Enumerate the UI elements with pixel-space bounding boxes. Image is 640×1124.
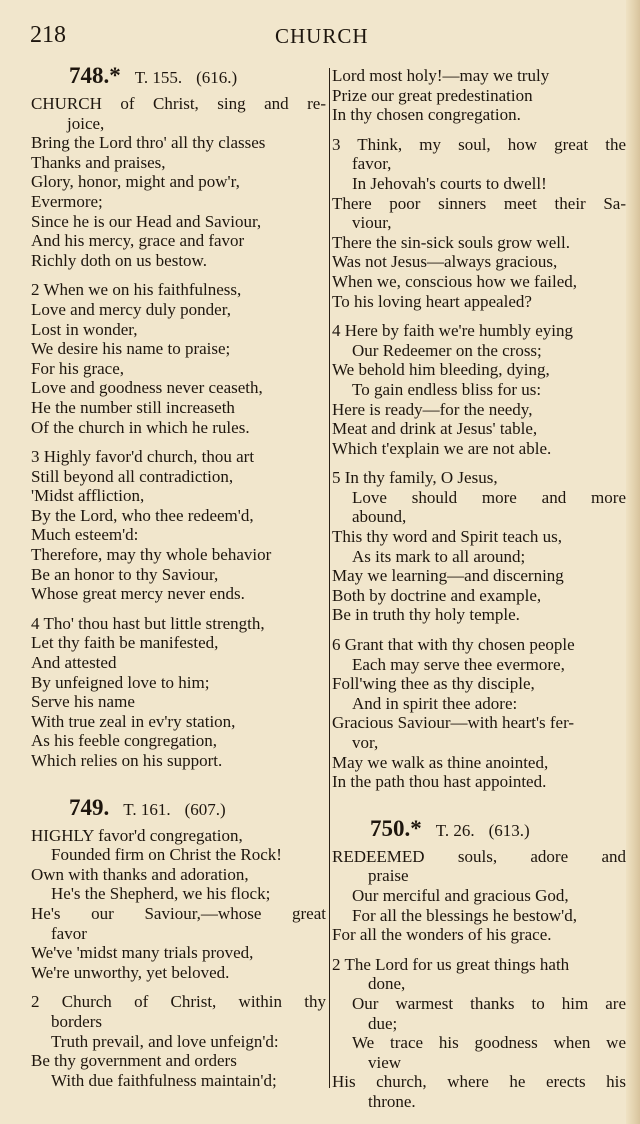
verse-line: Whose great mercy never ends.	[31, 584, 245, 604]
verse-line: Lost in wonder,	[31, 319, 138, 339]
verse-line: Love and goodness never ceaseth,	[31, 378, 263, 398]
page-header	[30, 22, 630, 52]
verse-line: 2 Church of Christ, within thy	[31, 992, 326, 1012]
verse-line: Bring the Lord thro' all thy classes	[31, 133, 266, 153]
verse-line: Love should more and more	[352, 487, 626, 507]
verse-line: Here is ready—for the needy,	[332, 399, 533, 419]
hymn-749-continuation	[332, 66, 626, 125]
verse-line: Our warmest thanks to him are	[352, 993, 626, 1013]
verse-line: Still beyond all contradiction,	[31, 466, 234, 486]
verse-line: 4 Here by faith we're humbly eying	[332, 321, 573, 341]
hymn-748-heading	[31, 63, 326, 89]
verse-line: Prize our great predestination	[332, 85, 533, 105]
hymn-number: 748.*	[69, 63, 121, 88]
hymn-748-stanza-1	[31, 94, 326, 270]
verse-line: Truth prevail, and love unfeign'd:	[51, 1031, 279, 1051]
verse-line: joice,	[67, 113, 105, 133]
verse-line: Richly doth on us bestow.	[31, 250, 207, 270]
verse-line: praise	[368, 866, 409, 886]
hymn-749-heading	[31, 795, 326, 821]
verse-line: Therefore, may thy whole behavior	[31, 545, 272, 565]
verse-line: With due faithfulness maintain'd;	[51, 1070, 277, 1090]
verse-line: Lord most holy!—may we truly	[332, 66, 550, 85]
verse-line: As its mark to all around;	[352, 546, 526, 566]
verse-line: And in spirit thee adore:	[352, 693, 518, 713]
verse-line: 4 Tho' thou hast but little strength,	[31, 613, 265, 633]
verse-line: To his loving heart appealed?	[332, 291, 532, 311]
hymn-tune: T. 155.	[134, 68, 183, 87]
verse-line: due;	[368, 1013, 398, 1033]
hymn-number: 750.*	[370, 815, 422, 841]
verse-line: Which relies on his support.	[31, 751, 223, 770]
hymn-749-stanza-3	[332, 135, 626, 311]
verse-line: vor,	[352, 733, 379, 752]
verse-line: Let thy faith be manifested,	[31, 633, 219, 653]
running-head: CHURCH	[275, 24, 369, 48]
verse-line: view	[368, 1052, 402, 1072]
hymn-750-heading	[332, 816, 626, 842]
verse-line: By the Lord, who thee redeem'd,	[31, 505, 254, 525]
verse-line: Was not Jesus—always gracious,	[332, 252, 558, 272]
verse-line: REDEEMED souls, adore and	[332, 846, 626, 866]
verse-line: throne.	[368, 1091, 416, 1111]
verse-line: He's our Saviour,—whose great	[31, 903, 326, 923]
verse-line: With true zeal in ev'ry station,	[31, 711, 236, 731]
verse-line: Thanks and praises,	[31, 152, 166, 172]
hymn-749-stanza-4	[332, 321, 626, 458]
verse-line: Be thy government and orders	[31, 1051, 237, 1071]
verse-line: Our merciful and gracious God,	[352, 885, 569, 905]
verse-line: We're unworthy, yet beloved.	[31, 962, 230, 982]
hymn-748-stanza-4	[31, 614, 326, 771]
verse-line: Much esteem'd:	[31, 525, 139, 545]
verse-line: 'Midst affliction,	[31, 486, 145, 506]
verse-line: Foll'wing thee as thy disciple,	[332, 674, 535, 694]
hymn-749-stanza-6	[332, 635, 626, 792]
verse-line: To gain endless bliss for us:	[352, 379, 542, 399]
verse-line: And attested	[31, 653, 117, 673]
hymn-748-stanza-3	[31, 447, 326, 604]
verse-line: Both by doctrine and example,	[332, 585, 542, 605]
page-number: 218	[30, 22, 66, 48]
right-column	[332, 66, 626, 1122]
verse-line: We behold him bleeding, dying,	[332, 360, 550, 380]
verse-line: favor	[51, 923, 87, 943]
verse-line: Which t'explain we are not able.	[332, 438, 552, 458]
verse-line: He the number still increaseth	[31, 397, 235, 417]
verse-line: As his feeble congregation,	[31, 731, 217, 751]
verse-line: May we walk as thine anointed,	[332, 752, 549, 772]
verse-line: Gracious Saviour—with heart's fer-	[332, 713, 575, 733]
verse-line: This thy word and Spirit teach us,	[332, 527, 562, 547]
hymn-750-stanza-2	[332, 955, 626, 1112]
hymn-749-stanza-2	[31, 992, 326, 1090]
verse-line: Be in truth thy holy temple.	[332, 605, 520, 625]
verse-line: For all the wonders of his grace.	[332, 925, 552, 945]
verse-line: Be an honor to thy Saviour,	[31, 564, 219, 584]
verse-line: We trace his goodness when we	[352, 1033, 626, 1053]
verse-line: We've 'midst many trials proved,	[31, 943, 254, 963]
verse-line: There poor sinners meet their Sa-	[332, 193, 626, 213]
verse-line: Serve his name	[31, 692, 135, 712]
verse-line: By unfeigned love to him;	[31, 672, 210, 692]
column-divider	[329, 68, 330, 1088]
verse-line: Own with thanks and adoration,	[31, 864, 249, 884]
verse-line: CHURCH of Christ, sing and re-	[31, 94, 326, 113]
verse-line: Of the church in which he rules.	[31, 417, 250, 437]
verse-line: 2 When we on his faithfulness,	[31, 280, 242, 300]
verse-line: done,	[368, 974, 406, 994]
verse-line: In Jehovah's courts to dwell!	[352, 173, 547, 193]
hymn-reference: (607.)	[184, 799, 226, 819]
verse-line: Our Redeemer on the cross;	[352, 340, 542, 360]
verse-line: May we learning—and discerning	[332, 566, 564, 586]
verse-line: viour,	[352, 213, 392, 233]
verse-line: Meat and drink at Jesus' table,	[332, 419, 538, 439]
verse-line: His church, where he erects his	[332, 1072, 626, 1092]
hymn-748-stanza-2	[31, 280, 326, 437]
hymn-tune: T. 26.	[435, 820, 475, 840]
hymn-749-stanza-5	[332, 468, 626, 625]
verse-line: favor,	[352, 154, 392, 174]
verse-line: 6 Grant that with thy chosen people	[332, 635, 575, 655]
hymn-reference: (616.)	[196, 68, 238, 87]
verse-line: There the sin-sick souls grow well.	[332, 232, 570, 252]
verse-line: He's the Shepherd, we his flock;	[51, 884, 271, 904]
hymn-749-stanza-1	[31, 826, 326, 983]
verse-line: We desire his name to praise;	[31, 339, 231, 359]
verse-line: 5 In thy family, O Jesus,	[332, 468, 498, 488]
verse-line: 3 Highly favor'd church, thou art	[31, 447, 255, 467]
verse-line: borders	[51, 1011, 102, 1031]
verse-line: 3 Think, my soul, how great the	[332, 134, 626, 154]
hymn-number: 749.	[69, 794, 110, 820]
page-edge	[626, 0, 640, 1124]
verse-line: Love and mercy duly ponder,	[31, 299, 231, 319]
verse-line: HIGHLY favor'd congregation,	[31, 825, 243, 845]
verse-line: In the path thou hast appointed.	[332, 772, 547, 792]
hymn-tune: T. 161.	[123, 799, 171, 819]
verse-line: For all the blessings he bestow'd,	[352, 905, 577, 925]
hymn-750-stanza-1	[332, 847, 626, 945]
verse-line: Each may serve thee evermore,	[352, 654, 565, 674]
verse-line: In thy chosen congregation.	[332, 105, 521, 125]
verse-line: And his mercy, grace and favor	[31, 231, 245, 251]
verse-line: Since he is our Head and Saviour,	[31, 211, 262, 231]
verse-line: For his grace,	[31, 358, 125, 378]
verse-line: abound,	[352, 507, 407, 527]
verse-line: Founded firm on Christ the Rock!	[51, 845, 282, 865]
hymn-reference: (613.)	[488, 820, 530, 840]
left-column	[31, 63, 326, 1100]
verse-line: 2 The Lord for us great things hath	[332, 954, 570, 974]
verse-line: Evermore;	[31, 191, 103, 211]
verse-line: Glory, honor, might and pow'r,	[31, 172, 240, 192]
verse-line: When we, conscious how we failed,	[332, 271, 578, 291]
